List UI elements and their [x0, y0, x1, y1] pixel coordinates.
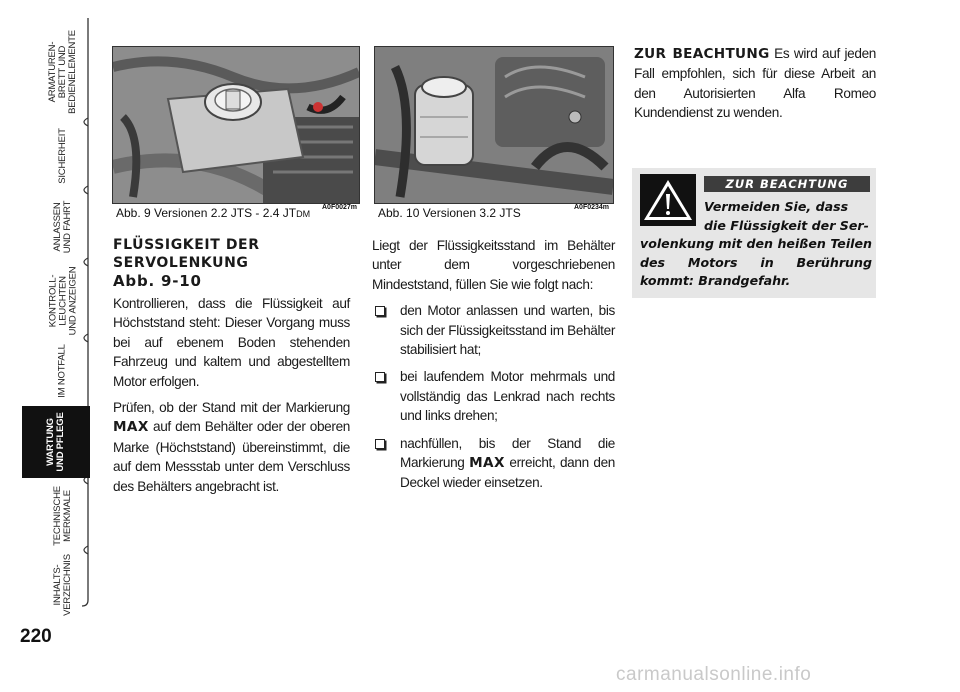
watermark: carmanualsonline.info: [616, 664, 812, 685]
tab-wartung-label: WARTUNG UND PFLEGE: [45, 412, 66, 472]
figure-10-code: A0F0234m: [574, 204, 610, 211]
warning-text-line2: die Flüssigkeit der Ser-: [704, 217, 869, 233]
column-3: [634, 44, 876, 130]
tab-kontrollleuchten[interactable]: [40, 264, 86, 338]
paragraph-check-max-end: auf dem Behälter oder der oberen Marke (Höchststand) übereinstimmt, die auf dem Messstab unter dem Verschluss des Behälters angebracht ist.: [113, 419, 350, 494]
step-1-text: den Motor anlassen und warten, bis sich der Flüssigkeitsstand im Behälter stabilisiert hat;: [400, 303, 615, 358]
warning-text-line1: Vermeiden Sie, dass: [704, 199, 849, 214]
engine-photo-9: [112, 46, 360, 204]
paragraph-check-max: [113, 398, 350, 496]
tab-inhaltsverzeichnis[interactable]: [40, 554, 86, 616]
tab-wartung-und-pflege[interactable]: [22, 406, 90, 478]
figure-9-code: A0F0027m: [322, 204, 358, 211]
figure-9: [112, 46, 360, 222]
section-heading-line2: SERVOLENKUNG: [113, 255, 249, 271]
note-paragraph: [634, 44, 876, 123]
paragraph-check-max-start: Prüfen, ob der Stand mit der Markierung: [113, 400, 350, 416]
figure-9-caption-text: Abb. 9 Versionen 2.2 JTS - 2.4 JT: [116, 206, 297, 220]
tab-technische-label: TECHNISCHE MERKMALE: [52, 486, 74, 546]
list-item: [372, 301, 615, 359]
tab-anlassen[interactable]: [40, 192, 86, 262]
paragraph-refill-intro: Liegt der Flüssigkeitsstand im Behälter unter dem vorgeschriebenen Mindeststand, füllen Sie wie folgt nach:: [372, 238, 615, 292]
tab-im-notfall[interactable]: [40, 340, 86, 402]
warning-badge: ZUR BEACHTUNG: [704, 176, 870, 192]
list-item: [372, 367, 615, 425]
figure-10: [374, 46, 614, 222]
tab-sicherheit[interactable]: [40, 124, 86, 188]
tab-sicherheit-label: SICHERHEIT: [57, 128, 69, 184]
note-lead: ZUR BEACHTUNG: [634, 46, 770, 62]
list-item: [372, 434, 615, 493]
step-3-end: erreicht, dann den Deckel wieder einsetzen.: [400, 455, 616, 491]
refill-steps-list: [372, 301, 615, 493]
max-keyword: MAX: [113, 419, 149, 436]
page-number: 220: [20, 626, 52, 647]
tab-armaturenbrett[interactable]: [40, 24, 86, 120]
tab-anlassen-label: ANLASSEN UND FAHRT: [52, 200, 74, 254]
figure-9-caption: [116, 206, 310, 220]
section-tab-strip: [0, 0, 100, 692]
tab-technische-merkmale[interactable]: [40, 482, 86, 550]
warning-box: [632, 168, 876, 298]
checkbox-bullet-icon: [375, 372, 385, 382]
tab-kontrollleuchten-label: KONTROLL- LEUCHTEN UND ANZEIGEN: [47, 266, 79, 336]
checkbox-bullet-icon: [375, 306, 385, 316]
tab-inhalt-label: INHALTS- VERZEICHNIS: [52, 554, 74, 616]
warning-text-rest: volenkung mit den heißen Teilen des Motors in Berührung kommt: Brandgefahr.: [640, 236, 872, 288]
engine-photo-10: [374, 46, 614, 204]
section-heading-line1: FLÜSSIGKEIT DER: [113, 237, 260, 253]
column-1: [113, 236, 350, 503]
step-3-start: nachfüllen, bis der Stand die Markierung: [400, 435, 615, 471]
max-keyword: MAX: [469, 455, 505, 472]
tab-im-notfall-label: IM NOTFALL: [57, 344, 68, 398]
paragraph-check-level: Kontrollieren, dass die Flüssigkeit auf Höchststand steht: Dieser Vorgang muss bei auf ebenem Boden stehenden Fahrzeug und kaltem und abgestelltem Motor erfolgen.: [113, 296, 350, 389]
section-heading-figref: Abb. 9-10: [113, 272, 202, 290]
checkbox-bullet-icon: [375, 439, 385, 449]
warning-text: [640, 198, 872, 291]
column-2: [372, 236, 615, 501]
figure-10-caption: Abb. 10 Versionen 3.2 JTS: [378, 206, 521, 220]
tab-armaturenbrett-label: ARMATUREN- BRETT UND BEDIENELEMENTE: [47, 30, 78, 114]
figure-9-caption-suffix: DM: [296, 209, 311, 219]
step-2-text: bei laufendem Motor mehrmals und vollständig das Lenkrad nach rechts und links drehen;: [400, 369, 615, 424]
note-text: Es wird auf jeden Fall empfohlen, sich für diese Arbeit an den Autorisierten Alfa Romeo Kundendienst zu wenden.: [634, 46, 876, 121]
